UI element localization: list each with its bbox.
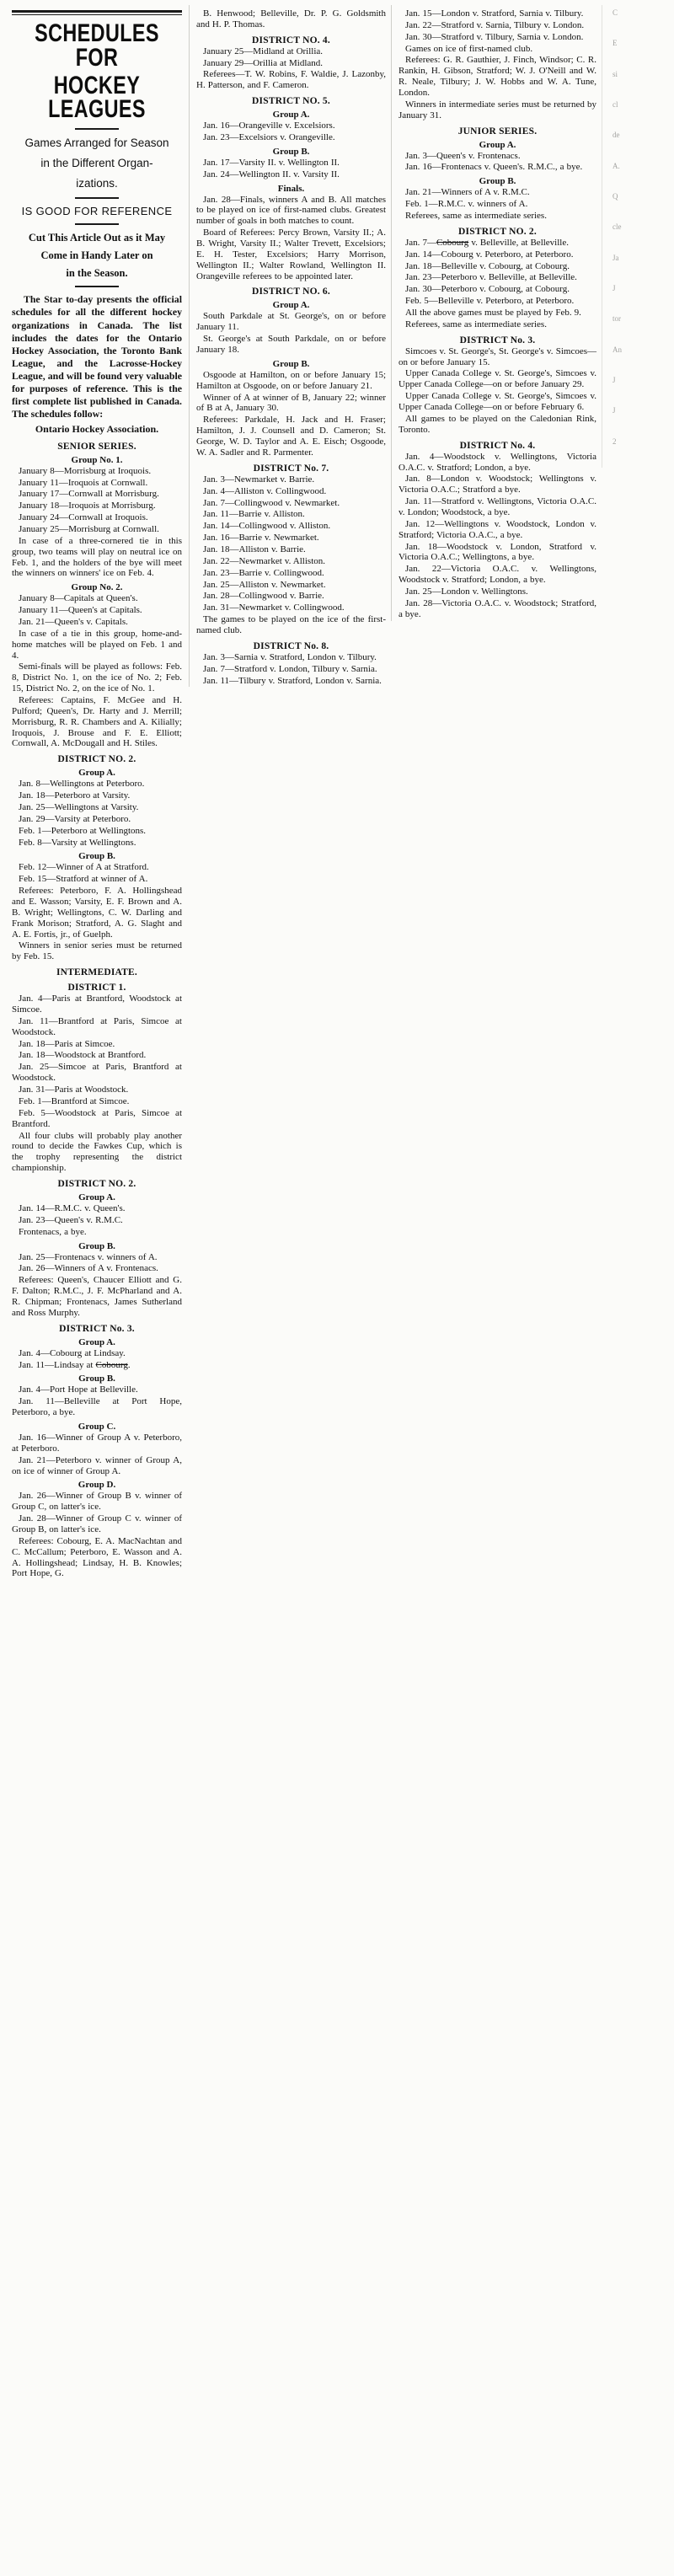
left-entry: Jan. 4—Cobourg at Lindsay. xyxy=(19,1347,126,1358)
left-entry: Jan. 11—Belleville at Port Hope, Peterboro, a bye. xyxy=(12,1396,182,1418)
edge-fragment: si xyxy=(612,69,618,78)
right-entry: Upper Canada College v. St. George's, Simcoes v. Upper Canada College—on or before January 29. xyxy=(399,368,596,390)
right-entry: Referees, same as intermediate series. xyxy=(405,211,547,222)
left-group-heading: Group A. xyxy=(78,768,115,779)
mid-entry: Jan. 31—Newmarket v. Collingwood. xyxy=(203,602,345,613)
left-entry: Jan. 26—Winner of Group B v. winner of Group C, on latter's ice. xyxy=(12,1491,182,1513)
left-entry: Jan. 31—Paris at Woodstock. xyxy=(19,1084,129,1095)
edge-fragment: cle xyxy=(612,222,622,232)
right-entry: Jan. 16—Frontenacs v. Queen's. R.M.C., a bye. xyxy=(405,162,583,173)
left-entry: Jan. 25—Simcoe at Paris, Brantford at Woodstock. xyxy=(12,1062,182,1084)
mid-entry: St. George's at South Parkdale, on or before January 18. xyxy=(196,334,386,356)
right-entry: Jan. 30—Peterboro v. Cobourg, at Cobourg. xyxy=(405,284,570,295)
mid-entry: Jan. 7—Stratford v. London, Tilbury v. Sarnia. xyxy=(203,663,377,674)
left-entry: Jan. 25—Frontenacs v. winners of A. xyxy=(19,1251,158,1262)
left-entry: Jan. 23—Queen's v. R.M.C. xyxy=(19,1214,123,1225)
headline-divider xyxy=(75,128,120,130)
right-district-heading: DISTRICT NO. 2. xyxy=(458,226,537,237)
cutline-2: Come in Handy Later on xyxy=(40,249,153,261)
mid-entry: The games to be played on the ice of the first-named club. xyxy=(196,614,386,635)
left-district-heading: DISTRICT NO. 2. xyxy=(57,1178,136,1189)
left-group-heading: Group No. 2. xyxy=(71,582,123,593)
left-group-heading: Group B. xyxy=(78,1374,115,1384)
mid-entry: Jan. 25—Alliston v. Newmarket. xyxy=(203,579,326,590)
column-left xyxy=(3,5,189,1580)
struck-team-name: Cobourg xyxy=(95,1359,128,1370)
left-entry: January 11—Queen's at Capitals. xyxy=(19,605,142,616)
mid-entry: B. Henwood; Belleville, Dr. P. G. Goldsmith and H. P. Thomas. xyxy=(196,8,386,29)
left-entry: Jan. 16—Winner of Group A v. Peterboro, at Peterboro. xyxy=(12,1432,182,1454)
mid-group-heading: Group A. xyxy=(272,110,310,120)
left-entry: Referees: Cobourg, E. A. MacNachtan and C. McCallum; Peterboro, E. Wasson and A. A. Hollingshead; Lindsay, H. B. Knowles; Port Hope, G. xyxy=(12,1535,182,1579)
middle-column-body xyxy=(196,8,386,686)
left-entry: Semi-finals will be played as follows: Feb. 8, District No. 1, on the ice of No. 2; Feb. 15, District No. 2, on the ice of No. 1. xyxy=(12,661,182,694)
right-district-heading: JUNIOR SERIES. xyxy=(457,126,538,137)
left-group-heading: Group D. xyxy=(78,1480,116,1491)
mid-entry: Jan. 16—Barrie v. Newmarket. xyxy=(203,533,319,544)
right-entry: Jan. 18—Belleville v. Cobourg, at Cobourg. xyxy=(405,260,570,271)
lede-divider xyxy=(75,286,120,287)
senior-series-heading: SENIOR SERIES. xyxy=(57,441,136,452)
mid-entry: Board of Referees: Percy Brown, Varsity II.; A. B. Wright, Varsity II.; Walter Trevett, Excelsiors; E. H. Tester, Excelsiors; Harry Morrison, Wellington II.; Walter Rowland, Wellington II. Orangeville referees to be appointed later. xyxy=(196,228,386,281)
left-entry: January 24—Cornwall at Iroquois. xyxy=(19,512,148,523)
left-district-heading: INTERMEDIATE. xyxy=(56,967,137,978)
right-entry: Jan. 15—London v. Stratford, Sarnia v. Tilbury. xyxy=(405,8,584,19)
left-district-heading: DISTRICT NO. 2. xyxy=(57,754,136,765)
cutline-1: Cut This Article Out as it May xyxy=(28,231,166,244)
right-entry: Jan. 25—London v. Wellingtons. xyxy=(405,586,528,597)
right-entry: Jan. 22—Victoria O.A.C. v. Wellingtons, Woodstock v. Stratford; London, a bye. xyxy=(399,564,596,586)
column-right xyxy=(391,5,602,621)
struck-team-name: Cobourg xyxy=(436,237,469,248)
right-entry: Jan. 22—Stratford v. Sarnia, Tilbury v. London. xyxy=(405,19,585,30)
column-container xyxy=(3,5,671,1580)
left-group-heading: Group C. xyxy=(78,1421,116,1432)
edge-fragment: Q xyxy=(612,192,618,201)
cutline-3: in the Season. xyxy=(66,267,128,280)
edge-fragment: cl xyxy=(612,100,618,110)
mid-entry: Jan. 23—Barrie v. Collingwood. xyxy=(203,567,324,578)
mid-entry: Jan. 3—Sarnia v. Stratford, London v. Tilbury. xyxy=(203,651,377,662)
headline-line-2: HOCKEY LEAGUES xyxy=(48,71,146,124)
right-entry: Jan. 21—Winners of A v. R.M.C. xyxy=(405,187,530,198)
right-entry: Jan. 11—Stratford v. Wellingtons, Victoria O.A.C. v. London; Woodstock, a bye. xyxy=(399,496,596,517)
right-entry: Jan. 4—Woodstock v. Wellingtons, Victoria O.A.C. v. Stratford; London, a bye. xyxy=(399,451,596,473)
mid-group-heading: Group B. xyxy=(272,358,310,369)
right-entry: Jan. 14—Cobourg v. Peterboro, at Peterboro. xyxy=(405,249,574,260)
right-entry: Jan. 12—Wellingtons v. Woodstock, London v. Stratford; Victoria O.A.C., a bye. xyxy=(399,518,596,540)
headline-line-1: SCHEDULES FOR xyxy=(35,19,159,72)
edge-fragment: A. xyxy=(612,161,620,170)
mid-entry: Jan. 11—Tilbury v. Stratford, London v. Sarnia. xyxy=(203,675,382,686)
lede-paragraph: The Star to-day presents the official schedules for all the different hockey organizations in Canada. The list includes the dates for the Ontario Hockey Association, the Toronto Bank League, and the Lacrosse-Hockey League, and will be found very valuable for purposes of reference. This is the first complete list published in Canada. The schedules follow: xyxy=(12,293,182,420)
mid-entry: Jan. 16—Orangeville v. Excelsiors. xyxy=(203,120,335,131)
left-group-heading: Group No. 1. xyxy=(71,454,123,465)
mid-group-heading: Group A. xyxy=(272,300,310,311)
right-group-heading: Group B. xyxy=(479,176,516,187)
right-entry: Feb. 1—R.M.C. v. winners of A. xyxy=(405,199,528,210)
left-entry: Feb. 1—Peterboro at Wellingtons. xyxy=(19,825,147,836)
right-entry: Jan. 3—Queen's v. Frontenacs. xyxy=(405,150,521,161)
left-entry: Referees: Peterboro, F. A. Hollingshead and E. Wasson; Varsity, E. F. Brown and A. B. Wright; Wellingtons, C. W. Darling and Frank Morison; Stratford, A. G. Slaght and A. E. Fortis, jr., of Guelph. xyxy=(12,886,182,940)
left-entry: Jan. 11—Brantford at Paris, Simcoe at Woodstock. xyxy=(12,1015,182,1037)
mid-entry: Jan. 11—Barrie v. Alliston. xyxy=(203,509,305,520)
deck-line-3: izations. xyxy=(76,176,118,190)
deck-line-1: Games Arranged for Season xyxy=(24,137,169,150)
right-entry: Upper Canada College v. St. George's, Simcoes v. Upper Canada College—on or before February 6. xyxy=(399,391,596,413)
left-entry: Jan. 8—Wellingtons at Peterboro. xyxy=(19,779,145,790)
right-entry: All games to be played on the Caledonian Rink, Toronto. xyxy=(399,413,596,435)
left-entry: Jan. 14—R.M.C. v. Queen's. xyxy=(19,1202,126,1213)
left-group-heading: Group B. xyxy=(78,851,115,862)
left-group-heading: Group A. xyxy=(78,1336,115,1347)
mid-entry: Jan. 24—Wellington II. v. Varsity II. xyxy=(203,169,340,179)
column-edge-sliver xyxy=(602,5,661,468)
right-entry: Referees: G. R. Gauthier, J. Finch, Windsor; C. R. Rankin, H. Gibson, Stratford; W. J. O'Neill and W. R. Neale, Tilbury; J. W. Hobbs and W. A. Tune, London. xyxy=(399,55,596,99)
left-entry: Jan. 29—Varsity at Peterboro. xyxy=(19,813,131,824)
right-entry: Jan. 8—London v. Woodstock; Wellingtons v. Victoria O.A.C.; Stratford a bye. xyxy=(399,474,596,495)
right-entry: Jan. 23—Peterboro v. Belleville, at Belleville. xyxy=(405,272,577,283)
mid-entry: Winner of A at winner of B, January 22; winner of B at A, January 30. xyxy=(196,392,386,414)
mid-entry: January 25—Midland at Orillia. xyxy=(203,46,324,56)
left-group-heading: Group B. xyxy=(78,1240,115,1251)
left-entry: Jan. 11—Lindsay at Cobourg. xyxy=(19,1359,131,1370)
left-entry: Jan. 4—Port Hope at Belleville. xyxy=(19,1384,138,1395)
left-entry: Feb. 15—Stratford at winner of A. xyxy=(19,874,148,885)
right-entry: Referees, same as intermediate series. xyxy=(405,319,547,329)
mid-group-heading: Group B. xyxy=(272,146,310,157)
kicker: IS GOOD FOR REFERENCE xyxy=(21,204,173,217)
mid-entry: Referees: Parkdale, H. Jack and H. Fraser; Hamilton, J. J. Counsell and D. Cameron; St. George, W. D. Taylor and A. E. Eisch; Osgoode, W. A. Sadler and R. Parmenter. xyxy=(196,415,386,458)
edge-fragment: Ja xyxy=(612,253,619,262)
left-entry: January 8—Capitals at Queen's. xyxy=(19,593,138,604)
masthead-top-rule xyxy=(12,10,182,15)
left-entry: January 25—Morrisburg at Cornwall. xyxy=(19,523,159,534)
left-entry: Jan. 18—Woodstock at Brantford. xyxy=(19,1050,147,1061)
edge-column-body xyxy=(606,8,659,446)
mid-district-heading: DISTRICT NO. 5. xyxy=(252,96,330,107)
kicker-divider xyxy=(75,223,120,225)
left-entry: In case of a three-cornered tie in this group, two teams will play on neutral ice on Feb. 1, and the holders of the bye will meet the winners on winners' ice on Feb. 4. xyxy=(12,535,182,579)
right-entry: Feb. 5—Belleville v. Peterboro, at Peterboro. xyxy=(405,296,575,307)
left-entry: Jan. 28—Winner of Group C v. winner of Group B, on latter's ice. xyxy=(12,1513,182,1534)
mid-entry: South Parkdale at St. George's, on or before January 11. xyxy=(196,311,386,333)
left-entry: January 11—Iroquois at Cornwall. xyxy=(19,477,148,488)
mid-entry: Jan. 17—Varsity II. v. Wellington II. xyxy=(203,157,340,168)
left-entry: Winners in senior series must be returned by Feb. 15. xyxy=(12,940,182,962)
left-entry: In case of a tie in this group, home-and-home matches will be played on Feb. 1 and 4. xyxy=(12,628,182,661)
left-entry: Jan. 26—Winners of A v. Frontenacs. xyxy=(19,1263,158,1274)
mid-entry: Jan. 28—Collingwood v. Barrie. xyxy=(203,591,324,602)
mid-entry: Jan. 22—Newmarket v. Alliston. xyxy=(203,555,326,566)
mid-entry: Jan. 3—Newmarket v. Barrie. xyxy=(203,474,315,485)
right-district-heading: DISTRICT No. 3. xyxy=(459,335,536,345)
mid-district-heading: DISTRICT NO. 6. xyxy=(252,287,330,297)
right-column-body xyxy=(399,8,596,620)
left-entry: Jan. 18—Peterboro at Varsity. xyxy=(19,790,131,801)
edge-fragment: J xyxy=(612,376,616,385)
right-entry: Games on ice of first-named club. xyxy=(405,43,533,54)
column-middle xyxy=(189,5,391,687)
edge-fragment: C xyxy=(612,8,618,17)
right-entry: All the above games must be played by Feb. 9. xyxy=(405,308,581,319)
right-entry: Simcoes v. St. George's, St. George's v. Simcoes—on or before January 15. xyxy=(399,345,596,367)
left-entry: Frontenacs, a bye. xyxy=(19,1226,87,1237)
mid-entry: January 29—Orillia at Midland. xyxy=(203,57,324,68)
left-entry: Feb. 12—Winner of A at Stratford. xyxy=(19,862,149,873)
mid-district-heading: DISTRICT No. 8. xyxy=(253,640,329,651)
left-group-heading: Group A. xyxy=(78,1192,115,1202)
edge-fragment: 2 xyxy=(612,436,617,446)
mid-entry: Jan. 23—Excelsiors v. Orangeville. xyxy=(203,132,335,143)
left-entry: January 8—Morrisburg at Iroquois. xyxy=(19,465,152,476)
mid-entry: Jan. 7—Collingwood v. Newmarket. xyxy=(203,497,340,508)
mid-entry: Referees—T. W. Robins, F. Waldie, J. Lazonby, H. Patterson, and F. Cameron. xyxy=(196,69,386,91)
left-district-heading: DISTRICT No. 3. xyxy=(59,1323,135,1334)
left-entry: All four clubs will probably play another round to decide the Fawkes Cup, which is the trophy representing the district championship. xyxy=(12,1130,182,1174)
mid-entry: Osgoode at Hamilton, on or before January 15; Hamilton at Osgoode, on or before January 21. xyxy=(196,369,386,391)
left-entry: Jan. 18—Paris at Simcoe. xyxy=(19,1038,115,1049)
mid-group-heading: Finals. xyxy=(277,183,305,194)
mid-entry: Jan. 28—Finals, winners A and B. All matches to be played on ice of first-named clubs. Greatest number of goals in both matches to count. xyxy=(196,194,386,227)
left-entry: January 17—Cornwall at Morrisburg. xyxy=(19,489,159,500)
mid-district-heading: DISTRICT No. 7. xyxy=(253,463,329,474)
right-entry: Jan. 7—Cobourg v. Belleville, at Belleville. xyxy=(405,237,569,248)
left-entry: Feb. 1—Brantford at Simcoe. xyxy=(19,1095,130,1106)
association-name: Ontario Hockey Association. xyxy=(35,423,159,436)
left-entry: January 18—Iroquois at Morrisburg. xyxy=(19,501,156,511)
left-entry: Feb. 8—Varsity at Wellingtons. xyxy=(19,837,136,848)
right-entry: Jan. 30—Stratford v. Tilbury, Sarnia v. London. xyxy=(405,31,584,42)
left-column-body xyxy=(12,455,182,1580)
left-entry: Jan. 21—Queen's v. Capitals. xyxy=(19,616,128,627)
edge-fragment: An xyxy=(612,345,622,354)
right-entry: Winners in intermediate series must be returned by January 31. xyxy=(399,99,596,120)
edge-fragment: tor xyxy=(612,314,621,324)
left-entry: Referees: Captains, F. McGee and H. Pulford; Queen's, Dr. Harty and J. Merrill; Morrisburg, R. R. Chambers and A. Kilially; Iroquois, J. Brouse and F. E. Elliott; Cornwall, A. McDougall and H. Stiles. xyxy=(12,695,182,749)
left-entry: Feb. 5—Woodstock at Paris, Simcoe at Brantford. xyxy=(12,1107,182,1129)
deck-divider xyxy=(75,197,120,199)
edge-fragment: J xyxy=(612,284,616,293)
left-entry: Jan. 25—Wellingtons at Varsity. xyxy=(19,802,139,813)
mid-entry: Jan. 4—Alliston v. Collingwood. xyxy=(203,485,327,496)
right-entry: Jan. 28—Victoria O.A.C. v. Woodstock; Stratford, a bye. xyxy=(399,597,596,619)
edge-fragment: J xyxy=(612,406,616,415)
right-entry: Jan. 18—Woodstock v. London, Stratford v. Victoria O.A.C.; Wellingtons, a bye. xyxy=(399,541,596,563)
right-group-heading: Group A. xyxy=(479,139,516,150)
mid-entry: Jan. 14—Collingwood v. Alliston. xyxy=(203,521,331,532)
left-entry: Jan. 4—Paris at Brantford, Woodstock at Simcoe. xyxy=(12,993,182,1015)
mid-entry: Jan. 18—Alliston v. Barrie. xyxy=(203,544,306,554)
left-entry: Referees: Queen's, Chaucer Elliott and G. F. Dalton; R.M.C., J. F. McPharland and A. R. Chipman; Frontenacs, James Sutherland and Ross Murphy. xyxy=(12,1275,182,1318)
deck-line-2: in the Different Organ- xyxy=(40,157,153,169)
right-district-heading: DISTRICT No. 4. xyxy=(459,440,536,451)
left-entry: Jan. 21—Peterboro v. winner of Group A, on ice of winner of Group A. xyxy=(12,1454,182,1476)
edge-fragment: de xyxy=(612,131,620,140)
left-district-heading: DISTRICT 1. xyxy=(67,983,126,993)
mid-district-heading: DISTRICT NO. 4. xyxy=(252,35,330,46)
edge-fragment: E xyxy=(612,39,618,48)
